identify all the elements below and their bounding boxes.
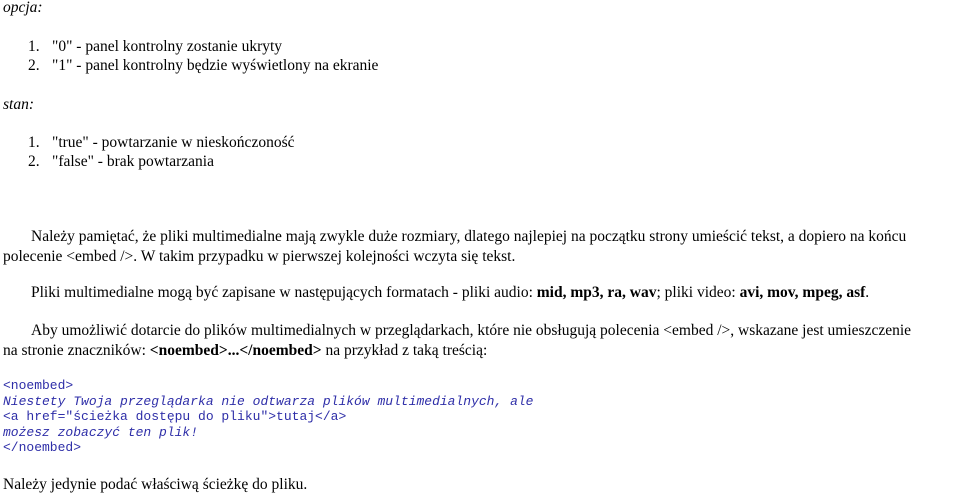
- code-line-message: Niestety Twoja przeglądarka nie odtwarza plików multimedialnych, ale: [3, 393, 534, 409]
- paragraph-line: Aby umożliwić dotarcie do plików multimedialnych w przeglądarkach, które nie obsługują polecenia <embed />, wskazane jest umieszczenie: [31, 322, 912, 339]
- formats-text: Pliki multimedialne mogą być zapisane w następujących formatach - pliki audio:: [31, 284, 537, 301]
- embed-sentence: polecenie <embed />.: [3, 248, 141, 265]
- list-number: 1.: [28, 134, 40, 151]
- paragraph-line: [3, 341, 958, 361]
- load-order-sentence: W takim przypadku w pierwszej kolejności wczyta się tekst.: [140, 248, 516, 265]
- formats-text: .: [865, 284, 870, 301]
- paragraph-noembed: [3, 321, 958, 361]
- code-line-close-tag: </noembed>: [3, 440, 82, 456]
- list-number: 1.: [28, 38, 40, 55]
- noembed-text: na przykład z taką treścią:: [321, 342, 488, 359]
- stan-list-item-2: [28, 152, 214, 172]
- noembed-text: na stronie znaczników:: [3, 342, 150, 359]
- noembed-tags: <noembed>...</noembed>: [149, 342, 322, 359]
- list-text: "0" - panel kontrolny zostanie ukryty: [52, 38, 283, 55]
- code-example: [3, 378, 534, 456]
- code-line-open-tag: <noembed>: [3, 378, 74, 393]
- opcja-list-item-1: [28, 37, 282, 57]
- list-text: "true" - powtarzanie w nieskończoność: [52, 134, 295, 151]
- opcja-label: opcja:: [3, 0, 43, 16]
- audio-formats: mid, mp3, ra, wav: [536, 284, 657, 301]
- stan-label: stan:: [3, 96, 34, 113]
- paragraph-file-size: [3, 227, 958, 267]
- code-line-message-end: możesz zobaczyć ten plik!: [3, 424, 199, 440]
- opcja-list-item-2: [28, 56, 378, 76]
- paragraph-line: [3, 283, 958, 303]
- code-line-link: <a href="ścieżka dostępu do pliku">tutaj</a>: [3, 409, 347, 425]
- formats-text: ; pliki video:: [656, 284, 740, 301]
- paragraph-line: [3, 247, 958, 267]
- paragraph-final: Należy jedynie podać właściwą ścieżkę do pliku.: [3, 476, 308, 493]
- list-number: 2.: [28, 57, 40, 74]
- list-number: 2.: [28, 153, 40, 170]
- stan-list-item-1: [28, 133, 294, 153]
- list-text: "1" - panel kontrolny będzie wyświetlony na ekranie: [52, 57, 379, 74]
- list-text: "false" - brak powtarzania: [52, 153, 214, 170]
- paragraph-line: Należy pamiętać, że pliki multimedialne mają zwykle duże rozmiary, dlatego najlepiej na początku strony umieścić tekst, a dopiero na końcu: [31, 228, 907, 245]
- paragraph-formats: [3, 283, 958, 303]
- video-formats: avi, mov, mpeg, asf: [739, 284, 866, 301]
